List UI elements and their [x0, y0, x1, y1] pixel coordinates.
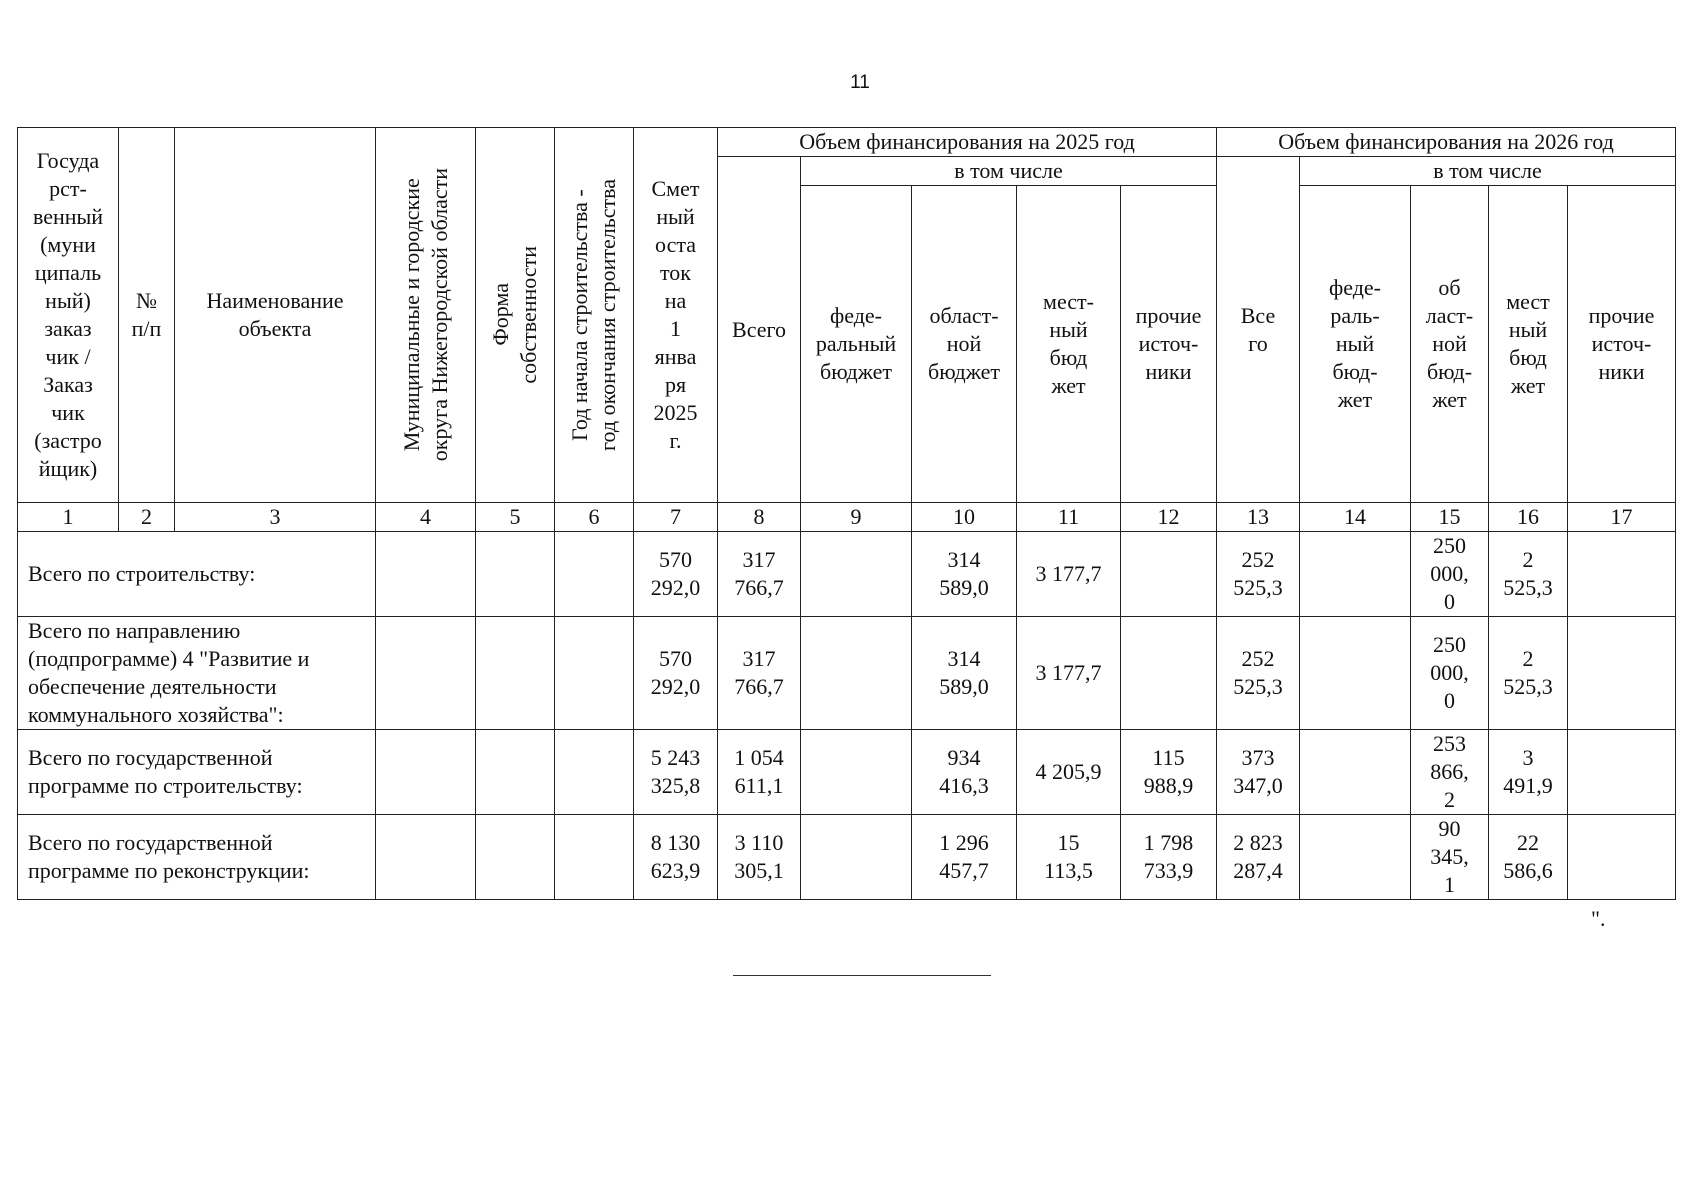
cell-years: [555, 532, 634, 617]
header-construction-years: Год начала строительства - год окончания строительства: [555, 128, 634, 503]
cell-municipality: [376, 730, 476, 815]
cell-local-2025: 3 177,7: [1017, 532, 1121, 617]
header-federal-2025: феде- ральный бюджет: [801, 186, 912, 503]
cell-regional-2025: 1 296 457,7: [912, 815, 1017, 900]
cell-federal-2025: [801, 532, 912, 617]
cell-other-2026: [1568, 730, 1676, 815]
table-row: [18, 730, 1676, 815]
column-number: 5: [476, 503, 555, 532]
column-number: 8: [718, 503, 801, 532]
column-number: 3: [175, 503, 376, 532]
column-number: 16: [1489, 503, 1568, 532]
cell-municipality: [376, 532, 476, 617]
row-label: Всего по строительству:: [18, 532, 376, 617]
cell-total-2026: 2 823 287,4: [1217, 815, 1300, 900]
header-total-2026: Все го: [1217, 157, 1300, 503]
column-number: 15: [1411, 503, 1489, 532]
table-row: [18, 617, 1676, 730]
header-customer: Госуда рст- венный (муни ципаль ный) заказ чик / Заказ чик (застро йщик): [18, 128, 119, 503]
cell-other-2026: [1568, 532, 1676, 617]
cell-regional-2025: 934 416,3: [912, 730, 1017, 815]
cell-municipality: [376, 815, 476, 900]
cell-local-2026: 3 491,9: [1489, 730, 1568, 815]
cell-estimated-balance: 570 292,0: [634, 617, 718, 730]
cell-estimated-balance: 8 130 623,9: [634, 815, 718, 900]
column-number: 9: [801, 503, 912, 532]
column-number: 7: [634, 503, 718, 532]
cell-local-2025: 15 113,5: [1017, 815, 1121, 900]
column-number: 17: [1568, 503, 1676, 532]
financing-table: [17, 127, 1676, 900]
cell-total-2026: 252 525,3: [1217, 532, 1300, 617]
column-number: 10: [912, 503, 1017, 532]
header-row-1: [18, 128, 1676, 157]
cell-estimated-balance: 5 243 325,8: [634, 730, 718, 815]
cell-other-2025: 115 988,9: [1121, 730, 1217, 815]
header-other-2025: прочие источ- ники: [1121, 186, 1217, 503]
cell-local-2025: 4 205,9: [1017, 730, 1121, 815]
header-total-2025: Всего: [718, 157, 801, 503]
header-local-2026: мест ный бюд жет: [1489, 186, 1568, 503]
header-estimated-balance: Смет ный оста ток на 1 янва ря 2025 г.: [634, 128, 718, 503]
header-other-2026: прочие источ- ники: [1568, 186, 1676, 503]
cell-estimated-balance: 570 292,0: [634, 532, 718, 617]
header-including-2025: в том числе: [801, 157, 1217, 186]
header-federal-2026: феде- раль- ный бюд- жет: [1300, 186, 1411, 503]
column-number: 2: [119, 503, 175, 532]
cell-federal-2025: [801, 617, 912, 730]
column-number: 14: [1300, 503, 1411, 532]
cell-regional-2026: 90 345, 1: [1411, 815, 1489, 900]
cell-local-2026: 2 525,3: [1489, 617, 1568, 730]
cell-total-2025: 317 766,7: [718, 532, 801, 617]
header-regional-2025: област- ной бюджет: [912, 186, 1017, 503]
page-number: 11: [850, 72, 870, 93]
cell-total-2026: 373 347,0: [1217, 730, 1300, 815]
cell-regional-2025: 314 589,0: [912, 617, 1017, 730]
cell-federal-2026: [1300, 532, 1411, 617]
header-number: № п/п: [119, 128, 175, 503]
cell-total-2025: 317 766,7: [718, 617, 801, 730]
row-label: Всего по государственной программе по реконструкции:: [18, 815, 376, 900]
header-regional-2026: об ласт- ной бюд- жет: [1411, 186, 1489, 503]
table-row: [18, 815, 1676, 900]
cell-regional-2026: 250 000, 0: [1411, 532, 1489, 617]
cell-total-2026: 252 525,3: [1217, 617, 1300, 730]
column-number: 12: [1121, 503, 1217, 532]
cell-local-2026: 2 525,3: [1489, 532, 1568, 617]
column-number: 6: [555, 503, 634, 532]
cell-ownership: [476, 532, 555, 617]
column-number: 13: [1217, 503, 1300, 532]
cell-regional-2026: 250 000, 0: [1411, 617, 1489, 730]
column-number: 11: [1017, 503, 1121, 532]
cell-federal-2026: [1300, 617, 1411, 730]
cell-federal-2025: [801, 815, 912, 900]
header-local-2025: мест- ный бюд жет: [1017, 186, 1121, 503]
cell-ownership: [476, 730, 555, 815]
table-row: [18, 532, 1676, 617]
column-number: 1: [18, 503, 119, 532]
header-object-name: Наименование объекта: [175, 128, 376, 503]
cell-federal-2026: [1300, 730, 1411, 815]
cell-local-2025: 3 177,7: [1017, 617, 1121, 730]
cell-ownership: [476, 815, 555, 900]
cell-other-2025: 1 798 733,9: [1121, 815, 1217, 900]
column-number: 4: [376, 503, 476, 532]
row-label: Всего по государственной программе по строительству:: [18, 730, 376, 815]
cell-total-2025: 1 054 611,1: [718, 730, 801, 815]
cell-federal-2025: [801, 730, 912, 815]
header-including-2026: в том числе: [1300, 157, 1676, 186]
header-funding-2026: Объем финансирования на 2026 год: [1217, 128, 1676, 157]
cell-years: [555, 815, 634, 900]
cell-other-2026: [1568, 617, 1676, 730]
header-municipalities: Муниципальные и городские округа Нижегородской области: [376, 128, 476, 503]
cell-federal-2026: [1300, 815, 1411, 900]
cell-years: [555, 617, 634, 730]
signature-rule: [733, 975, 991, 976]
cell-other-2025: [1121, 532, 1217, 617]
cell-local-2026: 22 586,6: [1489, 815, 1568, 900]
cell-regional-2025: 314 589,0: [912, 532, 1017, 617]
cell-regional-2026: 253 866, 2: [1411, 730, 1489, 815]
cell-other-2026: [1568, 815, 1676, 900]
cell-other-2025: [1121, 617, 1217, 730]
cell-total-2025: 3 110 305,1: [718, 815, 801, 900]
closing-quote-mark: ".: [1591, 906, 1606, 931]
header-funding-2025: Объем финансирования на 2025 год: [718, 128, 1217, 157]
cell-years: [555, 730, 634, 815]
column-number-row: [18, 503, 1676, 532]
row-label: Всего по направлению (подпрограмме) 4 "Развитие и обеспечение деятельности коммунального хозяйства":: [18, 617, 376, 730]
cell-municipality: [376, 617, 476, 730]
cell-ownership: [476, 617, 555, 730]
header-ownership: Форма собственности: [476, 128, 555, 503]
